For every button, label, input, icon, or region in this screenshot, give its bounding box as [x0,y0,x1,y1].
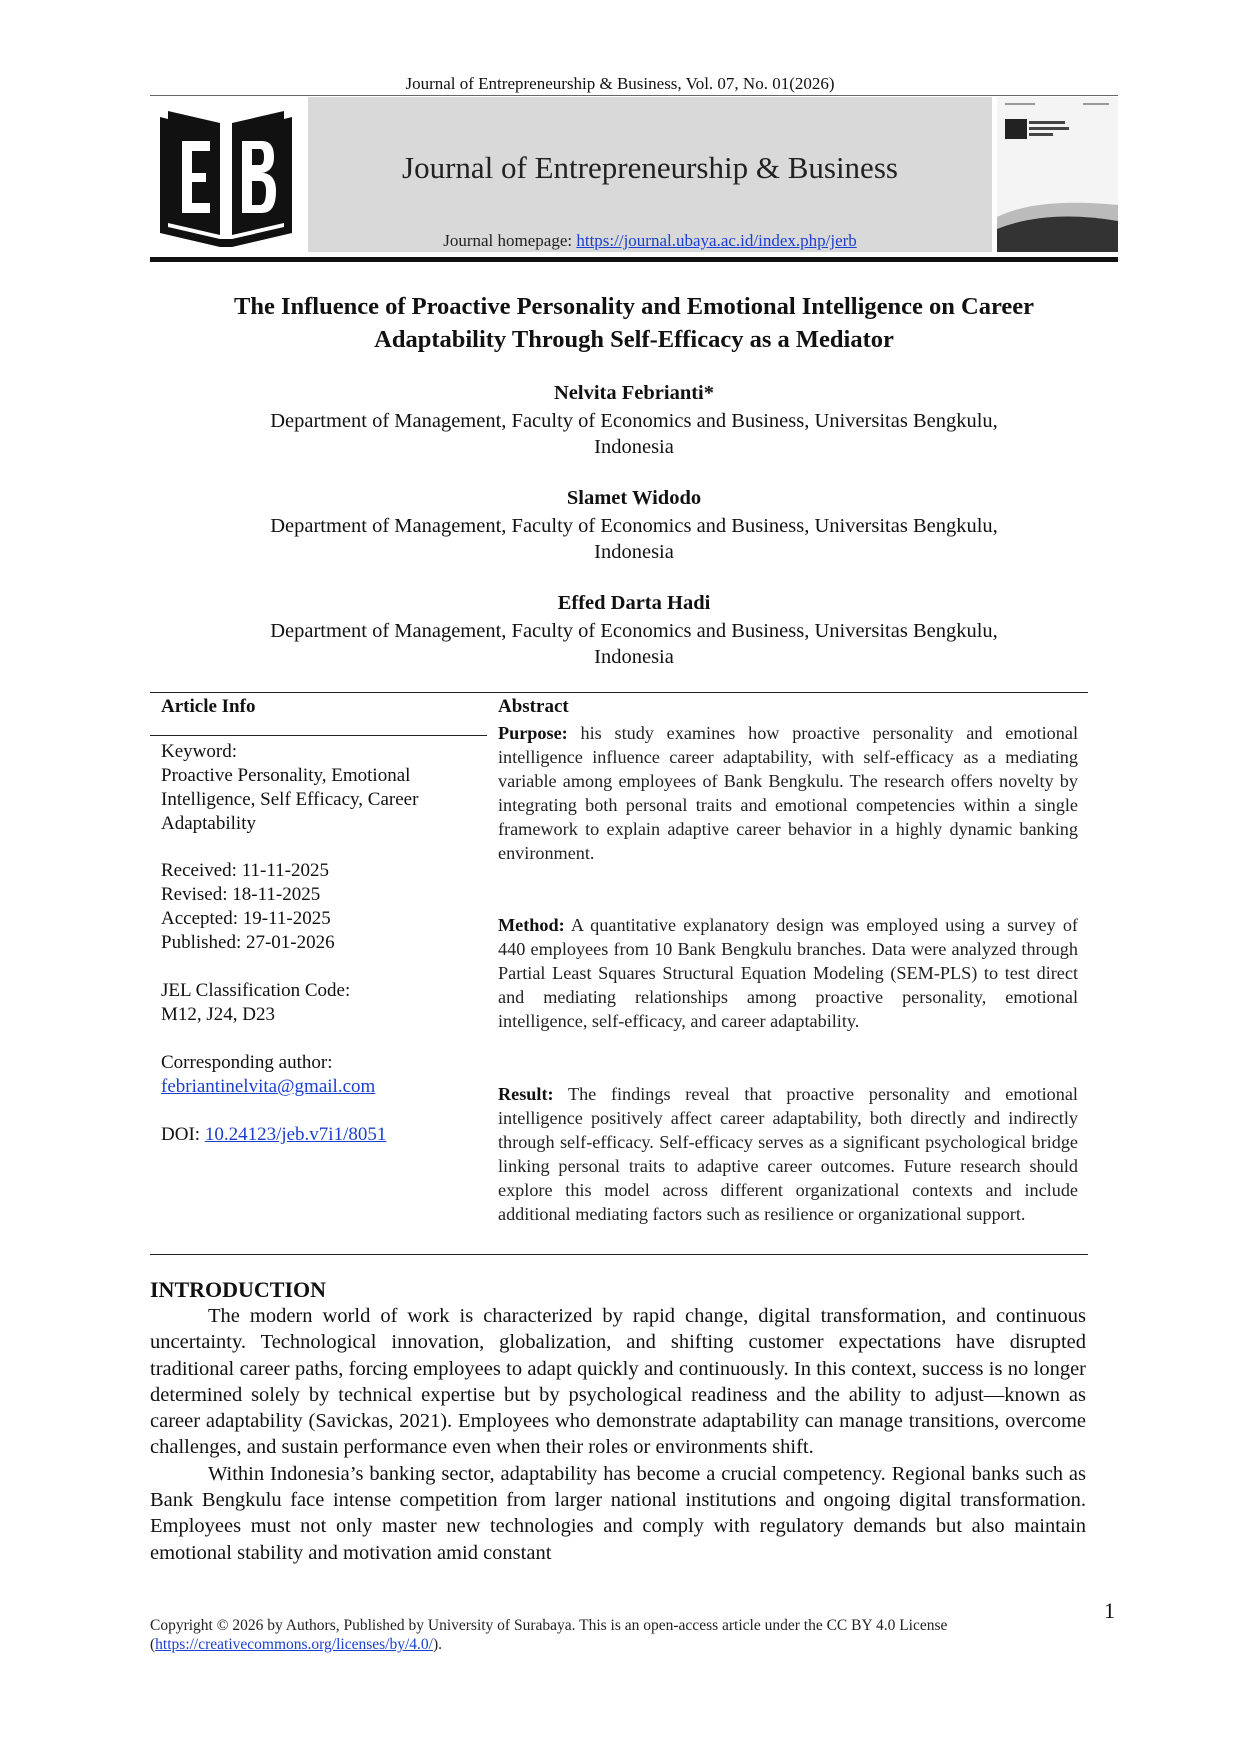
doi-link[interactable]: 10.24123/jeb.v7i1/8051 [204,1124,387,1145]
introduction-heading: INTRODUCTION [150,1277,327,1302]
license-line [150,1635,1070,1654]
article-info-rule [150,735,487,736]
paper-title-line2: Adaptability Through Self-Efficacy as a Mediator [374,326,894,353]
license-link[interactable]: https://creativecommons.org/licenses/by/4.0/ [155,1636,433,1653]
doi-block [161,1123,461,1147]
page-number: 1 [1104,1598,1115,1623]
accepted-date: Accepted: 19-11-2025 [161,908,331,929]
author-name: Slamet Widodo [566,487,702,509]
homepage-link[interactable]: https://journal.ubaya.ac.id/index.php/jerb [576,231,857,250]
affiliation-line: Department of Management, Faculty of Economics and Business, Universitas Bengkulu, [270,515,998,537]
introduction-body [150,1303,1086,1566]
corresponding-email-link[interactable]: febriantinelvita@gmail.com [161,1076,376,1097]
affiliation-line: Department of Management, Faculty of Economics and Business, Universitas Bengkulu, [270,410,998,432]
header-rule [150,95,1118,96]
author-affiliation [150,513,1118,565]
journal-title: Journal of Entrepreneurship & Business [402,150,898,185]
affiliation-country: Indonesia [594,436,674,458]
affiliation-country: Indonesia [594,541,674,563]
running-header: Journal of Entrepreneurship & Business, Vol. 07, No. 01(2026) [405,74,835,93]
dates-block [161,859,461,955]
published-date: Published: 27-01-2026 [161,932,335,953]
abstract-purpose [498,721,1078,865]
corresponding-label: Corresponding author: [161,1052,333,1073]
journal-homepage [308,231,992,251]
author-name: Nelvita Febrianti* [554,382,714,404]
abstract-method [498,913,1078,1033]
keyword-line: Intelligence, Self Efficacy, Career [161,789,419,810]
affiliation-country: Indonesia [594,646,674,668]
keyword-line: Adaptability [161,813,256,834]
copyright-text: Copyright © 2026 by Authors, Published by University of Surabaya. This is an open-access article under the CC BY 4.0 License [150,1617,948,1634]
intro-paragraph: Within Indonesia’s banking sector, adaptability has become a crucial competency. Regional banks such as Bank Bengkulu face intense competition from larger national institutions and ongoing digital transformation. Employees must not only master new technologies and comply with regulatory demands but also maintain emotional stability and motivation amid constant [150,1462,1086,1564]
author-affiliation [150,408,1118,460]
method-label: Method: [498,915,565,935]
jel-label: JEL Classification Code: [161,980,351,1001]
paper-title-line1: The Influence of Proactive Personality and Emotional Intelligence on Career [233,293,1035,320]
keywords-block [161,740,461,836]
method-text: A quantitative explanatory design was employed using a survey of 440 employees from 10 Bank Bengkulu branches. Data were analyzed through Partial Least Squares Structural Equation Modeling (SEM-PLS) to test direct and mediating relationships among proactive personality, emotional intelligence, self-efficacy, and career adaptability. [498,915,1078,1031]
jel-block [161,979,461,1027]
paper-title [150,290,1118,356]
author-name: Effed Darta Hadi [557,592,711,614]
abstract-result [498,1082,1078,1226]
abstract-heading: Abstract [498,696,569,717]
copyright-footer [150,1616,1070,1654]
header-thick-rule [150,257,1118,262]
affiliation-line: Department of Management, Faculty of Economics and Business, Universitas Bengkulu, [270,620,998,642]
license-open-paren: ( [150,1636,156,1653]
corresponding-block [161,1051,461,1099]
homepage-label: Journal homepage: [443,231,577,250]
author-affiliation [150,618,1118,670]
license-close-paren: ). [432,1636,443,1653]
revised-date: Revised: 18-11-2025 [161,884,321,905]
result-label: Result: [498,1084,554,1104]
info-box-top-rule [150,692,1088,693]
purpose-label: Purpose: [498,723,568,743]
keyword-line: Proactive Personality, Emotional [161,765,411,786]
received-date: Received: 11-11-2025 [161,860,329,881]
journal-logo [150,97,302,252]
jel-codes: M12, J24, D23 [161,1004,276,1025]
doi-label: DOI: [161,1124,205,1145]
article-info-heading: Article Info [161,696,256,717]
intro-paragraph: The modern world of work is characterized by rapid change, digital transformation, and continuous uncertainty. Technological innovation, globalization, and shifting customer expectations have disrupted traditional career paths, forcing employees to adapt quickly and continuously. In this context, success is no longer determined solely by technical expertise but by psychological readiness and the ability to adjust—known as career adaptability (Savickas, 2021). Employees who demonstrate adaptability can manage transitions, overcome challenges, and sustain performance even when their roles or environments shift. [150,1305,1086,1459]
journal-cover-thumbnail [997,97,1118,252]
info-box-bottom-rule [150,1254,1088,1255]
purpose-text: his study examines how proactive personality and emotional intelligence influence career adaptability, with self-efficacy as a mediating variable among employees of Bank Bengkulu. The research offers novelty by integrating both personal traits and emotional competencies within a single framework to explain adaptive career behavior in a highly dynamic banking environment. [498,723,1078,863]
keyword-label: Keyword: [161,741,237,762]
result-text: The findings reveal that proactive personality and emotional intelligence positively affect career adaptability, both directly and indirectly through self-efficacy. Self-efficacy serves as a significant psychological bridge linking personal traits to adaptive career outcomes. Future research should explore this model across different organizational contexts and include additional mediating factors such as resilience or organizational support. [498,1084,1078,1224]
